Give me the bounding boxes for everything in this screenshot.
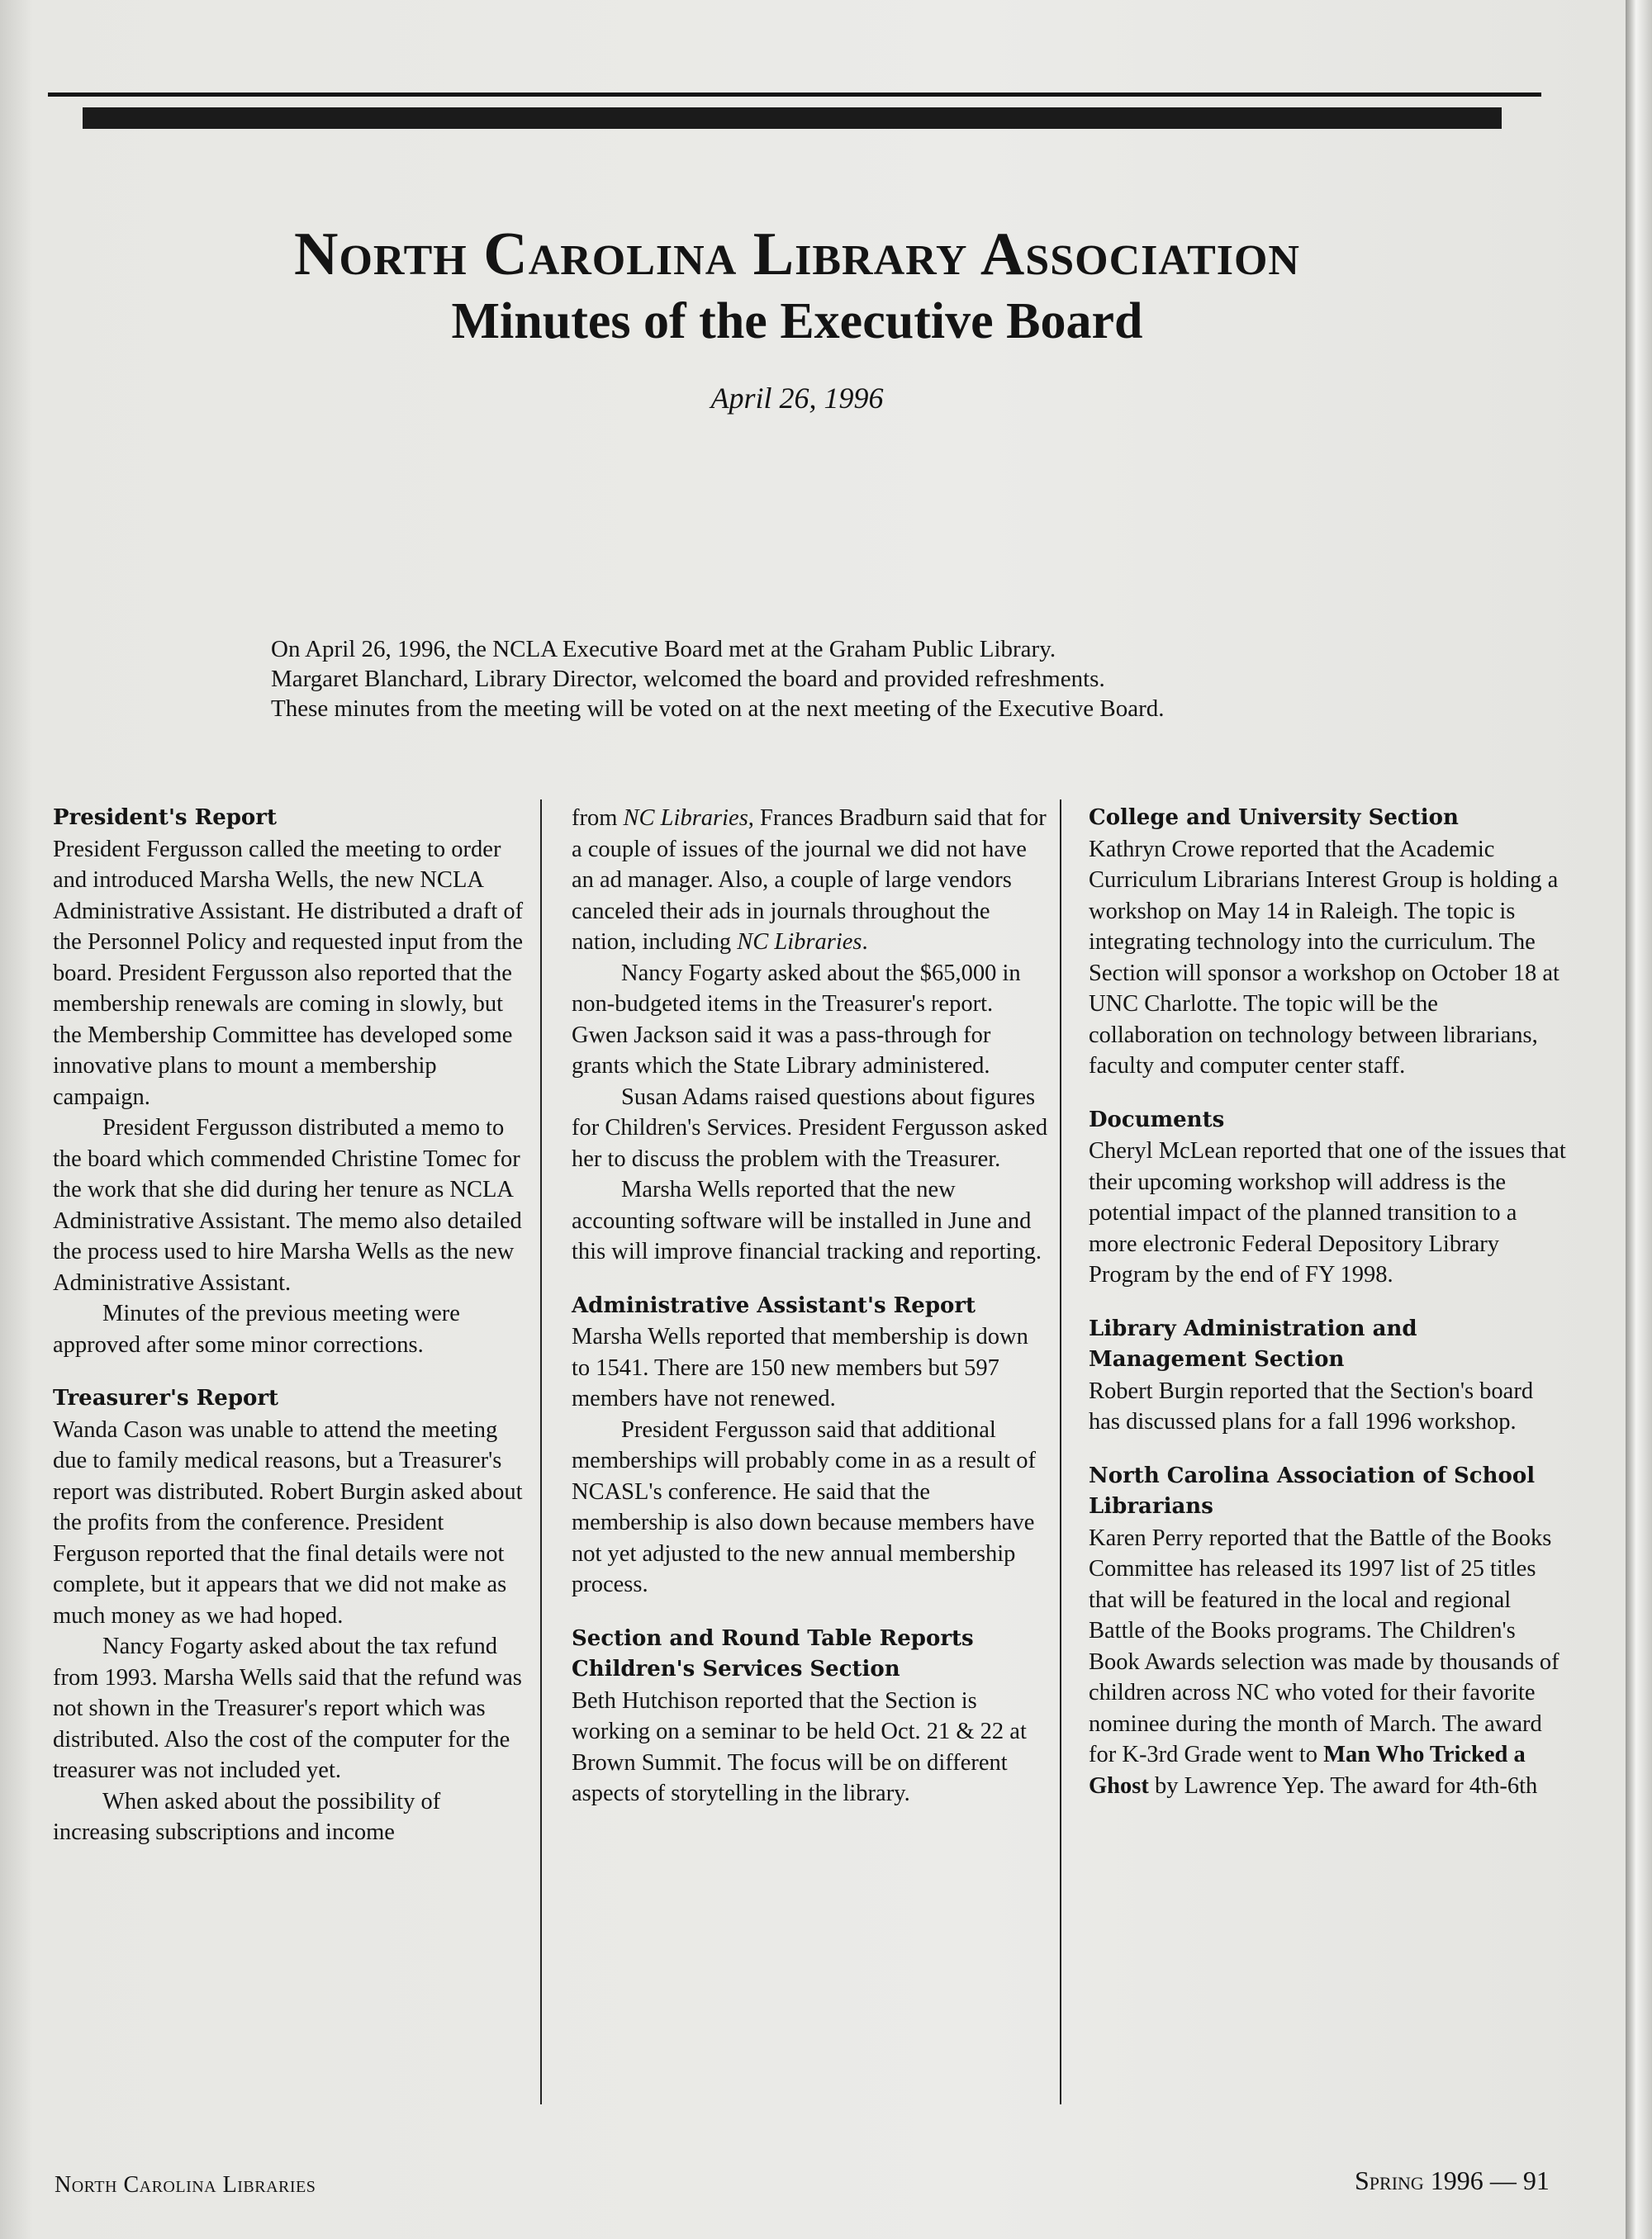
- header-rule-thin: [48, 93, 1541, 97]
- paragraph: Marsha Wells reported that membership is down to 1541. There are 150 new members but 597 members have not renewed.: [572, 1324, 1028, 1411]
- paragraph: [572, 803, 1049, 958]
- intro-line: Margaret Blanchard, Library Director, welcomed the board and provided refreshments.: [271, 666, 1105, 692]
- section-heading: Section and Round Table Reports: [572, 1625, 974, 1651]
- column-1: [53, 803, 530, 1848]
- text-run: Karen Perry reported that the Battle of the Books Committee has released its 1997 list of 25 titles that will be featured in the local and regional Battle of the Books programs. The Children's Book Awards selection was made by thousands of children across NC who voted for their favorite nominee during the month of March. The award for K-3rd Grade went to: [1089, 1525, 1559, 1767]
- subsection-heading: Documents: [1089, 1107, 1225, 1132]
- subsection-heading: College and University Section: [1089, 805, 1459, 830]
- paragraph: Kathryn Crowe reported that the Academic Curriculum Librarians Interest Group is holding a workshop on May 14 in Raleigh. The topic is integrating technology into the curriculum. The Section will sponsor a workshop on October 18 at UNC Charlotte. The topic will be the collaboration on technology between librarians, faculty and computer center staff.: [1089, 836, 1559, 1079]
- journal-title: NC Libraries: [737, 929, 862, 955]
- header-rule-thick: [83, 107, 1502, 129]
- subsection-heading: Children's Services Section: [572, 1657, 900, 1682]
- section-heading: President's Report: [53, 805, 277, 830]
- footer-page-info: [1355, 2165, 1550, 2196]
- document-title: Minutes of the Executive Board: [451, 293, 1143, 349]
- paragraph: Marsha Wells reported that the new accounting software will be installed in June and this will improve financial tracking and reporting.: [572, 1177, 1042, 1264]
- column-divider: [540, 799, 542, 2104]
- page-number: — 91: [1489, 2165, 1550, 2195]
- paragraph: Wanda Cason was unable to attend the meeting due to family medical reasons, but a Treasurer's report was distributed. Robert Burgin asked about the profits from the conference. President Ferguson reported that the final details were not complete, but it appears that we did not make as much money as we had hoped.: [53, 1416, 523, 1629]
- book-title: Man Who Tricked a Ghost: [1089, 1742, 1526, 1799]
- section-heading: Administrative Assistant's Report: [572, 1293, 976, 1318]
- paragraph: Nancy Fogarty asked about the $65,000 in non-budgeted items in the Treasurer's report. Gwen Jackson said it was a pass-through for grants which the State Library administered.: [572, 960, 1021, 1079]
- text-run: , Frances Bradburn said that for a couple of issues of the journal we did not have an ad manager. Also, a couple of large vendors canceled their ads in journals throughout the nation, including: [572, 805, 1047, 955]
- footer-journal-name: North Carolina Libraries: [55, 2172, 316, 2198]
- page-edge: [1626, 0, 1652, 2239]
- paragraph: Robert Burgin reported that the Section's board has discussed plans for a fall 1996 workshop.: [1089, 1378, 1534, 1435]
- paragraph: [1089, 1523, 1566, 1802]
- text-run: from: [572, 805, 624, 831]
- intro-paragraph: [271, 634, 1427, 723]
- paragraph: Nancy Fogarty asked about the tax refund from 1993. Marsha Wells said that the refund was not shown in the Treasurer's report which was distributed. Also the cost of the computer for the treasurer was not included yet.: [53, 1634, 522, 1783]
- subsection-heading: North Carolina Association of School Librarians: [1089, 1463, 1536, 1519]
- section-heading: Treasurer's Report: [53, 1386, 279, 1411]
- subsection-heading: Library Administration and Management Section: [1089, 1316, 1417, 1372]
- paragraph: President Fergusson distributed a memo to the board which commended Christine Tomec for the work that she did during her tenure as NCLA Administrative Assistant. The memo also detailed the process used to hire Marsha Wells as the new Administrative Assistant.: [53, 1115, 522, 1296]
- masthead: [0, 221, 1594, 416]
- column-divider: [1060, 799, 1061, 2104]
- paragraph: Cheryl McLean reported that one of the issues that their upcoming workshop will address is the potential impact of the planned transition to a more electronic Federal Depository Library Program by the end of FY 1998.: [1089, 1138, 1566, 1288]
- journal-title: NC Libraries: [623, 805, 748, 831]
- organization-title: North Carolina Library Association: [294, 221, 1300, 288]
- paragraph: When asked about the possibility of increasing subscriptions and income: [53, 1788, 441, 1845]
- text-run: .: [862, 929, 868, 955]
- footer-season: Spring 1996: [1355, 2165, 1483, 2195]
- paragraph: President Fergusson said that additional memberships will probably come in as a result of NCASL's conference. He said that the membership is also down because members have not yet adjusted to the new annual membership process.: [572, 1416, 1036, 1597]
- column-2: [572, 803, 1049, 1810]
- text-run: by Lawrence Yep. The award for 4th-6th: [1148, 1772, 1538, 1799]
- intro-line: These minutes from the meeting will be voted on at the next meeting of the Executive Board.: [271, 695, 1165, 722]
- paragraph: Susan Adams raised questions about figures for Children's Services. President Fergusson asked her to discuss the problem with the Treasurer.: [572, 1084, 1048, 1172]
- paragraph: President Fergusson called the meeting to order and introduced Marsha Wells, the new NCLA Administrative Assistant. He distributed a draft of the Personnel Policy and requested input from the board. President Fergusson also reported that the membership renewals are coming in slowly, but the Membership Committee has developed some innovative plans to mount a membership campaign.: [53, 836, 524, 1110]
- paragraph: Beth Hutchison reported that the Section is working on a seminar to be held Oct. 21 & 22 at Brown Summit. The focus will be on different aspects of storytelling in the library.: [572, 1687, 1027, 1806]
- meeting-date: April 26, 1996: [710, 382, 884, 415]
- paragraph: Minutes of the previous meeting were approved after some minor corrections.: [53, 1301, 460, 1358]
- intro-line: On April 26, 1996, the NCLA Executive Board met at the Graham Public Library.: [271, 636, 1056, 662]
- column-3: [1089, 803, 1566, 1801]
